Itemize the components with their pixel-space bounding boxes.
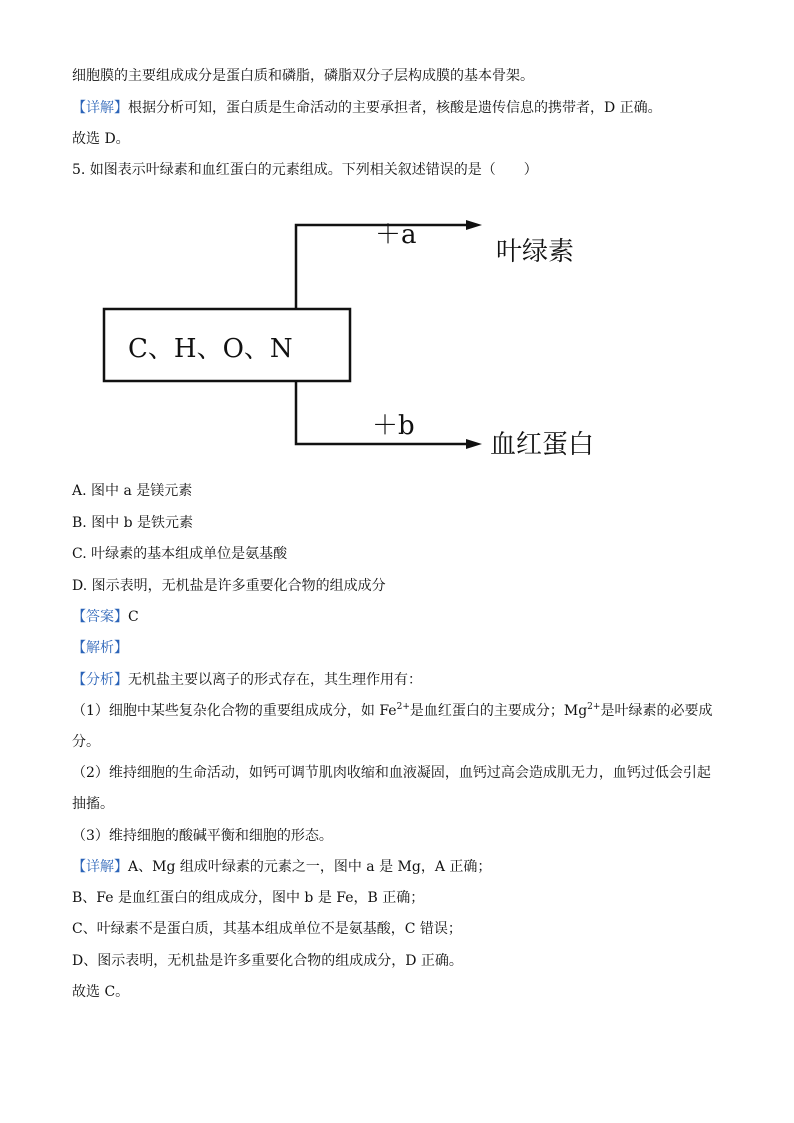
xiangjie-line-a	[72, 857, 491, 877]
fe-charge: 2+	[396, 702, 410, 712]
upper-arrowhead	[466, 220, 482, 230]
detail-text: 根据分析可知，蛋白质是生命活动的主要承担者，核酸是遗传信息的携带者，D 正确。	[128, 100, 662, 116]
fenxi-text: 无机盐主要以离子的形式存在，其生理作用有：	[128, 672, 422, 688]
point-3: （3）维持细胞的酸碱平衡和细胞的形态。	[72, 828, 333, 844]
point-1-part-c: 是叶绿素的必要成	[600, 703, 713, 719]
xiangjie-line-b: B、Fe 是血红蛋白的组成成分，图中 b 是 Fe，B 正确；	[72, 890, 425, 906]
text-line-membrane: 细胞膜的主要组成成分是蛋白质和磷脂，磷脂双分子层构成膜的基本骨架。	[72, 68, 534, 84]
lower-product-hemoglobin: 血红蛋白	[490, 430, 595, 460]
upper-product-chlorophyll: 叶绿素	[496, 237, 575, 267]
element-composition-diagram	[72, 198, 632, 468]
option-d: D. 图示表明，无机盐是许多重要化合物的组成成分	[72, 578, 386, 594]
point-2-continued: 抽搐。	[72, 796, 114, 812]
analysis-heading: 【解析】	[72, 640, 128, 656]
text-line-choose-d: 故选 D。	[72, 131, 130, 147]
xiangjie-line-c: C、叶绿素不是蛋白质，其基本组成单位不是氨基酸，C 错误；	[72, 921, 462, 937]
fenxi-line	[72, 670, 422, 690]
mg-charge: 2+	[587, 702, 601, 712]
xiangjie-tag: 【详解】	[72, 859, 128, 875]
answer-line	[72, 607, 139, 627]
option-c: C. 叶绿素的基本组成单位是氨基酸	[72, 546, 288, 562]
answer-tag: 【答案】	[72, 609, 128, 625]
option-a: A. 图中 a 是镁元素	[72, 483, 193, 499]
point-1	[72, 701, 712, 721]
conclusion-line: 故选 C。	[72, 984, 130, 1000]
xiangjie-a-text: A、Mg 组成叶绿素的元素之一，图中 a 是 Mg，A 正确；	[128, 859, 492, 875]
point-1-continued: 分。	[72, 734, 100, 750]
upper-plus-a: ＋a	[375, 220, 417, 250]
point-2: （2）维持细胞的生命活动，如钙可调节肌肉收缩和血液凝固，血钙过高会造成肌无力，血钙过低会引起	[72, 765, 711, 781]
point-1-part-b: 是血红蛋白的主要成分；Mg	[409, 703, 588, 719]
answer-value: C	[128, 609, 139, 625]
element-box-label: C、H、O、N	[128, 334, 293, 364]
xiangjie-line-d: D、图示表明，无机盐是许多重要化合物的组成成分，D 正确。	[72, 953, 463, 969]
question-stem: 5. 如图表示叶绿素和血红蛋白的元素组成。下列相关叙述错误的是（ ）	[72, 162, 538, 178]
point-1-part-a: （1）细胞中某些复杂化合物的重要组成成分，如 Fe	[72, 703, 397, 719]
lower-arrowhead	[466, 439, 482, 449]
lower-plus-b: ＋b	[372, 411, 415, 441]
option-b: B. 图中 b 是铁元素	[72, 515, 194, 531]
text-line-detail	[72, 98, 662, 118]
detail-tag: 【详解】	[72, 100, 128, 116]
fenxi-tag: 【分析】	[72, 672, 128, 688]
